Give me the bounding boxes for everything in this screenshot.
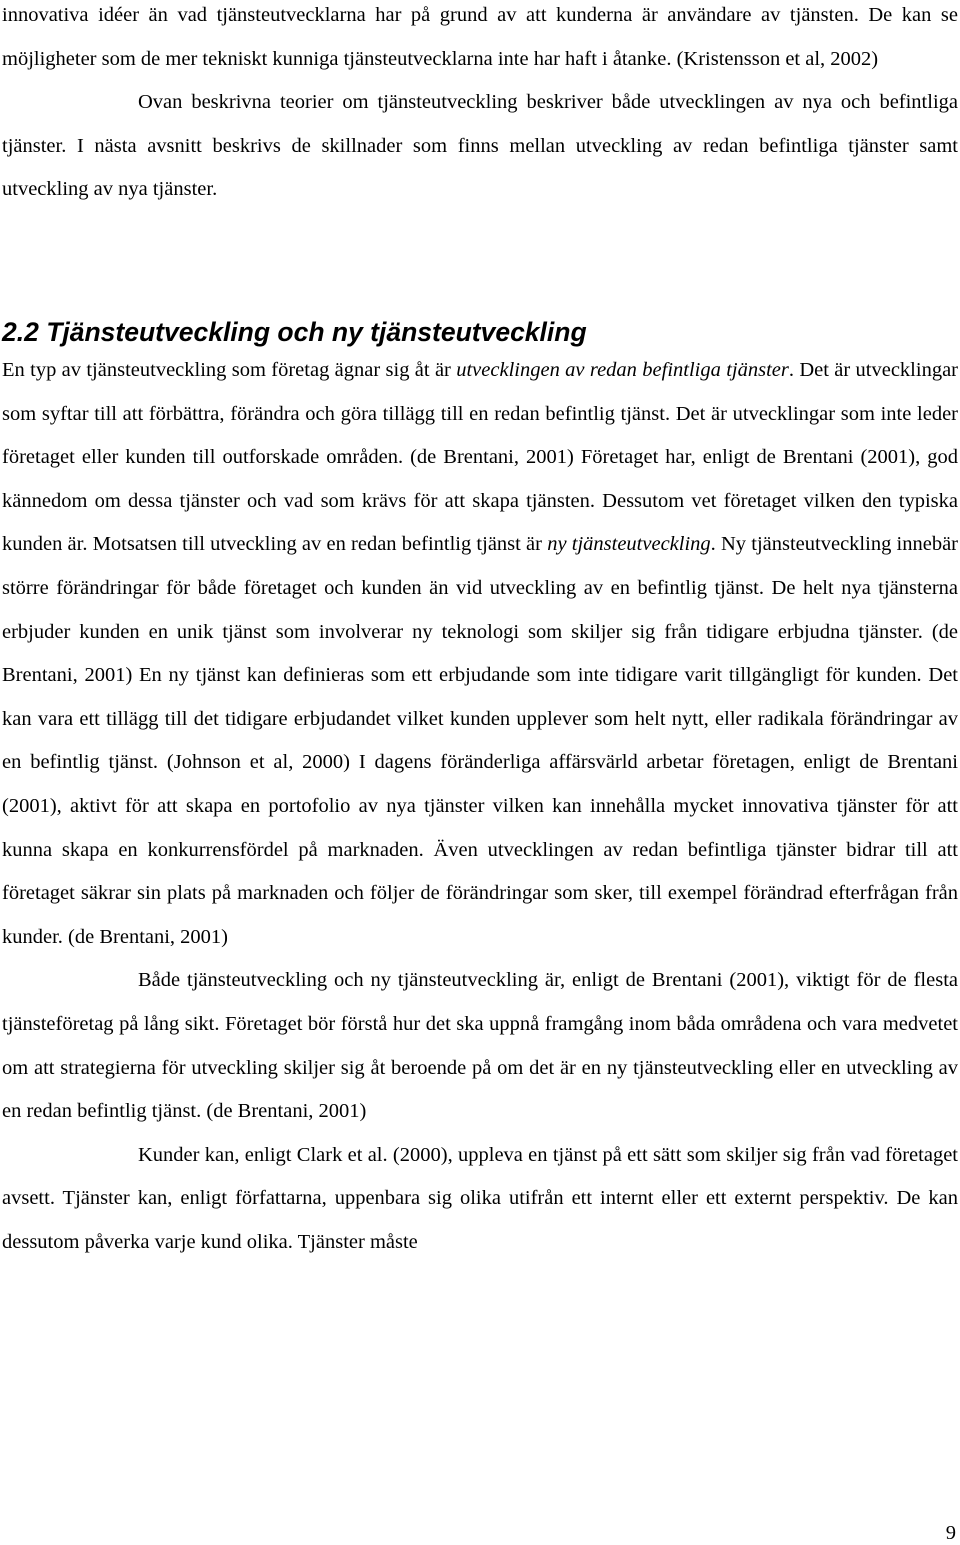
paragraph-text: . Ny tjänsteutveckling innebär större förändringar för både företaget och kunden än vid utveckling av en befintlig tjänst. De helt nya tjänsterna erbjuder kunden en unik tjänst som involverar ny teknologi som skiljer sig från tidigare erbjudna tjänster. (de Brentani, 2001) En ny tjänst kan definieras som ett erbjudande som inte tidigare varit tillgängligt för kunden. Det kan vara ett tillägg till det tidigare erbjudandet vilket kunden upplever som helt nytt, eller radikala förändringar av en befintlig tjänst. (Johnson et al, 2000) I dagens föränderliga affärsvärld arbetar företagen, enligt de Brentani (2001), aktivt för att skapa en portofolio av nya tjänster vilken kan innehålla mycket innovativa tjänster för att kunna skapa en konkurrensfördel på marknaden. Även utvecklingen av redan befintliga tjänster bidrar till att företaget säkrar sin plats på marknaden och följer de förändringar som sker, till exempel förändrad efterfrågan från kunder. (de Brentani, 2001) <box>2 533 958 948</box>
intro-text-block <box>2 0 958 212</box>
italic-term-existing-services: utvecklingen av redan befintliga tjänster <box>456 359 789 381</box>
section-paragraph-1 <box>2 349 958 959</box>
page-number: 9 <box>945 1522 956 1544</box>
paragraph-text: . Det är utvecklingar som syftar till att förbättra, förändra och göra tillägg till en redan befintlig tjänst. Det är utvecklingar som inte leder företaget eller kunden till outforskade områden. (de Brentani, 2001) Företaget har, enligt de Brentani (2001), god kännedom om dessa tjänster och vad som krävs för att skapa tjänsten. Dessutom vet företaget vilken den typiska kunden är. Motsatsen till utveckling av en redan befintlig tjänst är <box>2 359 958 556</box>
paragraph-text: En typ av tjänsteutveckling som företag ägnar sig åt är <box>2 359 457 381</box>
intro-paragraph-summary: Ovan beskrivna teorier om tjänsteutveckling beskriver både utvecklingen av nya och befintliga tjänster. I nästa avsnitt beskrivs de skillnader som finns mellan utveckling av redan befintliga tjänster samt utveckling av nya tjänster. <box>2 91 958 201</box>
section-paragraph-2: Både tjänsteutveckling och ny tjänsteutveckling är, enligt de Brentani (2001), viktigt för de flesta tjänsteföretag på lång sikt. Företaget bör förstå hur det ska uppnå framgång inom båda områdena och vara medvetet om att strategierna för utveckling skiljer sig åt beroende på om det är en ny tjänsteutveckling eller en utveckling av en redan befintlig tjänst. (de Brentani, 2001) <box>2 969 958 1123</box>
section-heading: 2.2 Tjänsteutveckling och ny tjänsteutveckling <box>2 317 587 347</box>
intro-paragraph-continued: innovativa idéer än vad tjänsteutvecklarna har på grund av att kunderna är användare av tjänsten. De kan se möjligheter som de mer tekniskt kunniga tjänsteutvecklarna inte har haft i åtanke. (Kristensson et al, 2002) <box>2 4 958 70</box>
italic-term-new-service-development: ny tjänsteutveckling <box>547 533 711 556</box>
section-paragraph-3: Kunder kan, enligt Clark et al. (2000), uppleva en tjänst på ett sätt som skiljer sig från vad företaget avsett. Tjänster kan, enligt författarna, uppenbara sig olika utifrån ett internt eller ett externt perspektiv. De kan dessutom påverka varje kund olika. Tjänster måste <box>2 1143 958 1253</box>
section-text-block <box>2 349 958 1264</box>
